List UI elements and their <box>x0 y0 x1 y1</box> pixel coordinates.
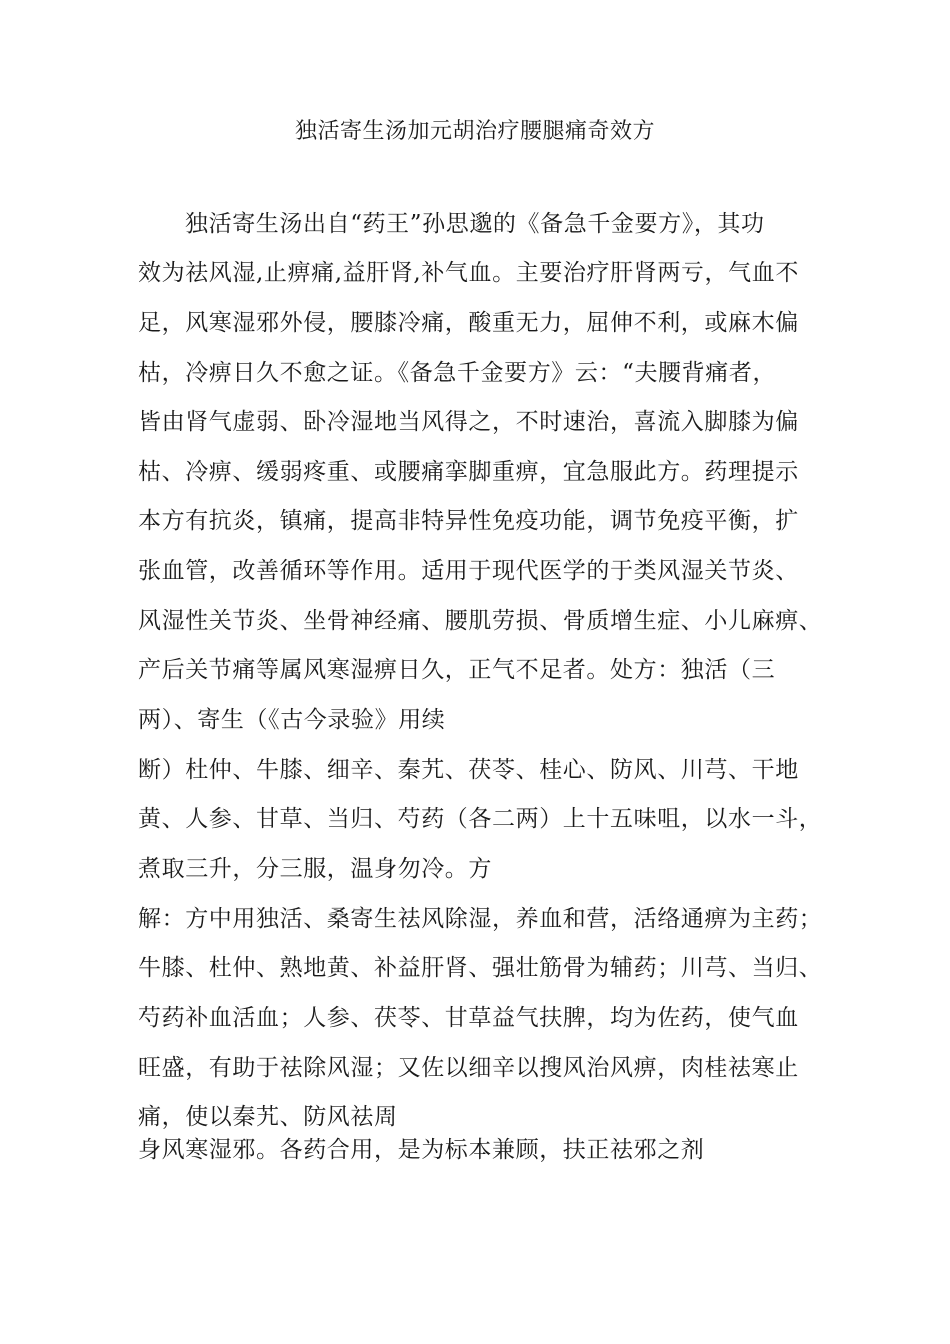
paragraph-line: 枯、冷痹、缓弱疼重、或腰痛挛脚重痹，宜急服此方。药理提示 <box>138 459 799 485</box>
paragraph-line: 芍药补血活血；人参、茯苓、甘草益气扶脾，均为佐药，使气血 <box>138 1005 799 1031</box>
paragraph-line: 痛，使以秦艽、防风祛周 <box>138 1104 398 1130</box>
paragraph-line: 煮取三升，分三服，温身勿冷。方 <box>138 856 492 882</box>
paragraph-line: 两）、寄生（《古今录验》用续 <box>138 707 446 733</box>
document-title: 独活寄生汤加元胡治疗腰腿痛奇效方 <box>294 119 655 144</box>
paragraph-line: 身风寒湿邪。各药合用，是为标本兼顾，扶正祛邪之剂 <box>138 1137 705 1163</box>
paragraph-line: 本方有抗炎，镇痛，提高非特异性免疫功能，调节免疫平衡，扩 <box>138 508 799 534</box>
paragraph-line: 皆由肾气虚弱、卧冷湿地当风得之，不时速治，喜流入脚膝为偏 <box>138 409 799 435</box>
paragraph-line: 旺盛，有助于祛除风湿；又佐以细辛以搜风治风痹，肉桂祛寒止 <box>138 1055 799 1081</box>
paragraph-line: 效为祛风湿,止痹痛,益肝肾,补气血。主要治疗肝肾两亏，气血不 <box>138 260 799 286</box>
paragraph-line: 产后关节痛等属风寒湿痹日久，正气不足者。处方：独活（三 <box>138 657 776 683</box>
paragraph-line: 断）杜仲、牛膝、细辛、秦艽、茯苓、桂心、防风、川芎、干地 <box>138 757 799 783</box>
paragraph-line: 解：方中用独活、桑寄生祛风除湿，养血和营，活络通痹为主药； <box>138 906 823 932</box>
paragraph-line: 黄、人参、甘草、当归、芍药（各二两）上十五味咀，以水一斗， <box>138 806 823 832</box>
paragraph-line: 独活寄生汤出自“药王”孙思邈的《备急千金要方》，其功 <box>185 211 765 237</box>
paragraph-line: 枯，冷痹日久不愈之证。《备急千金要方》云：“夫腰背痛者， <box>138 360 777 386</box>
paragraph-line: 风湿性关节炎、坐骨神经痛、腰肌劳损、骨质增生症、小儿麻痹、 <box>138 608 823 634</box>
paragraph-line: 足，风寒湿邪外侵，腰膝冷痛，酸重无力，屈伸不利，或麻木偏 <box>138 310 799 336</box>
paragraph-line: 张血管，改善循环等作用。适用于现代医学的于类风湿关节炎、 <box>138 558 799 584</box>
paragraph-line: 牛膝、杜仲、熟地黄、补益肝肾、强壮筋骨为辅药；川芎、当归、 <box>138 955 823 981</box>
